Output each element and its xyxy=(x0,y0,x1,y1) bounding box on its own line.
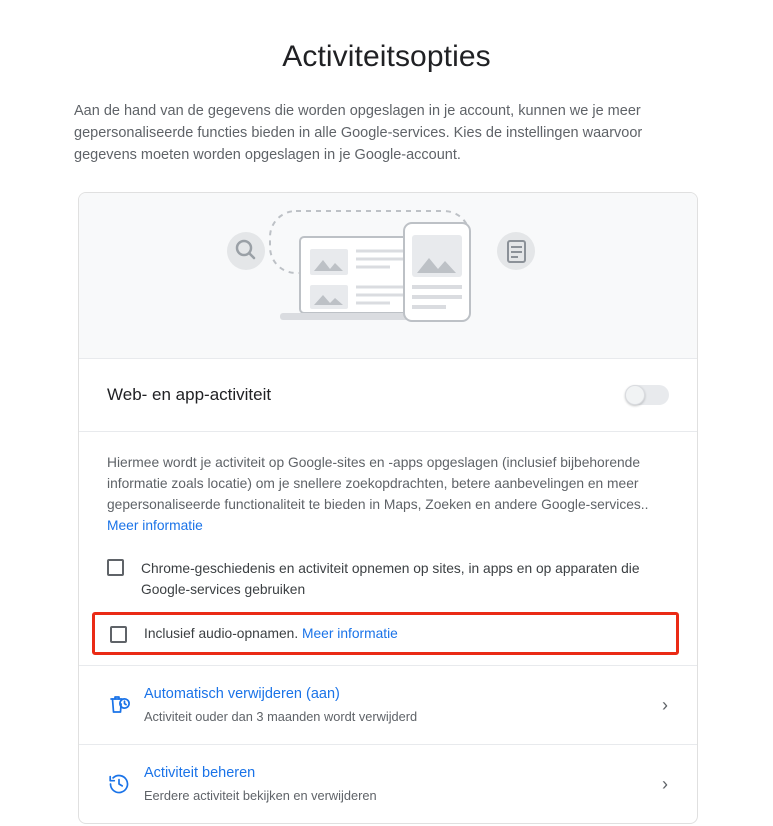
audio-recordings-label: Inclusief audio-opnamen. xyxy=(144,626,299,641)
auto-delete-subtitle: Activiteit ouder dan 3 maanden wordt verwijderd xyxy=(144,709,418,724)
auto-delete-row[interactable] xyxy=(79,665,697,744)
toggle-knob xyxy=(625,385,645,405)
manage-activity-row[interactable] xyxy=(79,744,697,823)
chevron-right-icon[interactable]: › xyxy=(662,773,668,794)
checkbox-row-chrome-history[interactable] xyxy=(107,552,669,606)
activity-description-text: Hiermee wordt je activiteit op Google-sites en -apps opgeslagen (inclusief bijbehorende informatie zoals locatie) om je snellere zoekopdrachten, betere aanbevelingen en meer gepersonaliseerde functionaliteit te bieden in Maps, Zoeken en andere Google-services.. xyxy=(107,455,649,512)
web-app-activity-card xyxy=(78,192,698,824)
page-intro: Aan de hand van de gegevens die worden opgeslagen in je account, kunnen we je meer gepersonaliseerde functies bieden in alle Google-services. Kies de instellingen waarvoor gegevens moeten worden opgeslagen in je Google-account. xyxy=(74,103,643,163)
manage-activity-texts xyxy=(144,763,653,805)
activity-description xyxy=(79,432,697,536)
chrome-history-checkbox[interactable] xyxy=(107,559,124,576)
checkbox-row-audio-recordings[interactable] xyxy=(92,612,679,655)
chrome-history-label: Chrome-geschiedenis en activiteit opnemen op sites, in apps en op apparaten die Google-services gebruiken xyxy=(141,561,640,597)
checkbox-list xyxy=(79,536,697,665)
devices-illustration xyxy=(79,193,697,359)
toggle-switch[interactable] xyxy=(625,385,669,405)
history-icon xyxy=(107,772,131,796)
manage-activity-subtitle: Eerdere activiteit bekijken en verwijderen xyxy=(144,788,377,803)
toggle-label: Web- en app-activiteit xyxy=(107,385,272,404)
web-app-activity-toggle-row[interactable] xyxy=(79,359,697,432)
auto-delete-icon xyxy=(107,693,131,717)
audio-recordings-more-info-link[interactable]: Meer informatie xyxy=(302,626,398,641)
auto-delete-title: Automatisch verwijderen (aan) xyxy=(144,686,340,702)
description-more-info-link[interactable]: Meer informatie xyxy=(107,518,203,533)
manage-activity-title: Activiteit beheren xyxy=(144,765,256,781)
page-title: Activiteitsopties xyxy=(282,40,491,73)
audio-recordings-text xyxy=(144,623,398,644)
chevron-right-icon[interactable]: › xyxy=(662,694,668,715)
auto-delete-texts xyxy=(144,684,653,726)
audio-recordings-checkbox[interactable] xyxy=(110,626,127,643)
